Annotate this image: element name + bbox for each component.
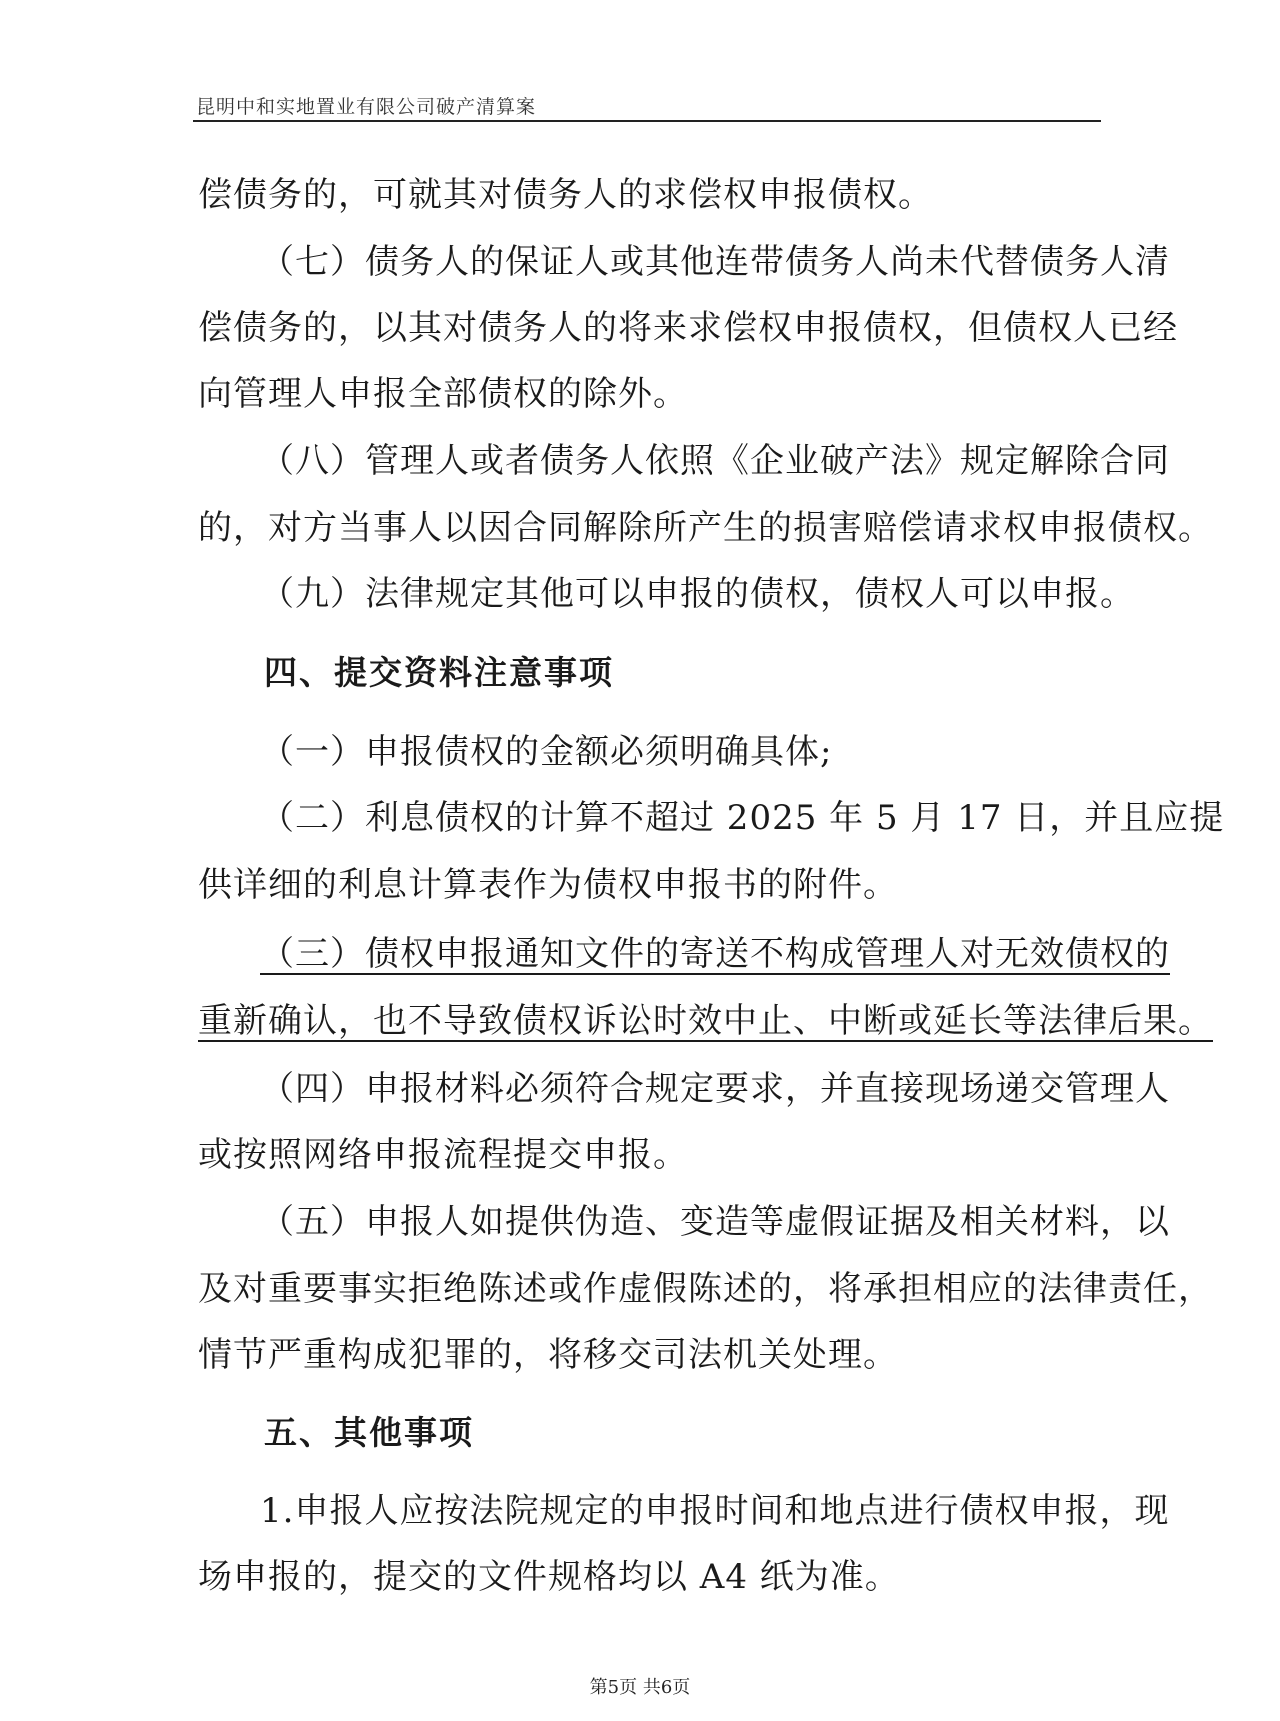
page-number-footer: 第5页 共6页 <box>589 1677 691 1698</box>
paragraph-line: （二）利息债权的计算不超过 2025 年 5 月 17 日，并且应提 <box>260 798 1225 838</box>
underlined-paragraph-line <box>198 999 1213 1043</box>
header-divider <box>193 120 1101 122</box>
paragraph-line: 供详细的利息计算表作为债权申报书的附件。 <box>198 865 898 905</box>
paragraph-line: 偿债务的，可就其对债务人的求偿权申报债权。 <box>198 175 933 215</box>
underlined-paragraph-line <box>260 932 1170 976</box>
paragraph-line: 或按照网络申报流程提交申报。 <box>198 1135 688 1175</box>
paragraph-line: 偿债务的，以其对债务人的将来求偿权申报债权，但债权人已经 <box>198 308 1178 348</box>
paragraph-line: （九）法律规定其他可以申报的债权，债权人可以申报。 <box>260 574 1135 614</box>
paragraph-line: 场申报的，提交的文件规格均以 A4 纸为准。 <box>198 1557 900 1597</box>
document-header-title: 昆明中和实地置业有限公司破产清算案 <box>196 96 537 118</box>
paragraph-line: 向管理人申报全部债权的除外。 <box>198 374 688 414</box>
paragraph-line: 情节严重构成犯罪的，将移交司法机关处理。 <box>198 1335 898 1375</box>
paragraph-line: 1.申报人应按法院规定的申报时间和地点进行债权申报，现 <box>260 1491 1170 1531</box>
section-heading-4: 四、提交资料注意事项 <box>264 653 614 692</box>
paragraph-line: （八）管理人或者债务人依照《企业破产法》规定解除合同 <box>260 441 1170 481</box>
paragraph-line: （五）申报人如提供伪造、变造等虚假证据及相关材料，以 <box>260 1202 1170 1242</box>
paragraph-line: （一）申报债权的金额必须明确具体; <box>260 732 833 772</box>
underlined-text: 重新确认，也不导致债权诉讼时效中止、中断或延长等法律后果。 <box>198 1001 1213 1041</box>
paragraph-line: （七）债务人的保证人或其他连带债务人尚未代替债务人清 <box>260 242 1170 282</box>
paragraph-line: （四）申报材料必须符合规定要求，并直接现场递交管理人 <box>260 1069 1170 1109</box>
paragraph-line: 的，对方当事人以因合同解除所产生的损害赔偿请求权申报债权。 <box>198 508 1213 548</box>
underlined-text: （三）债权申报通知文件的寄送不构成管理人对无效债权的 <box>260 934 1170 974</box>
paragraph-line: 及对重要事实拒绝陈述或作虚假陈述的，将承担相应的法律责任， <box>198 1269 1213 1309</box>
section-heading-5: 五、其他事项 <box>264 1413 474 1452</box>
